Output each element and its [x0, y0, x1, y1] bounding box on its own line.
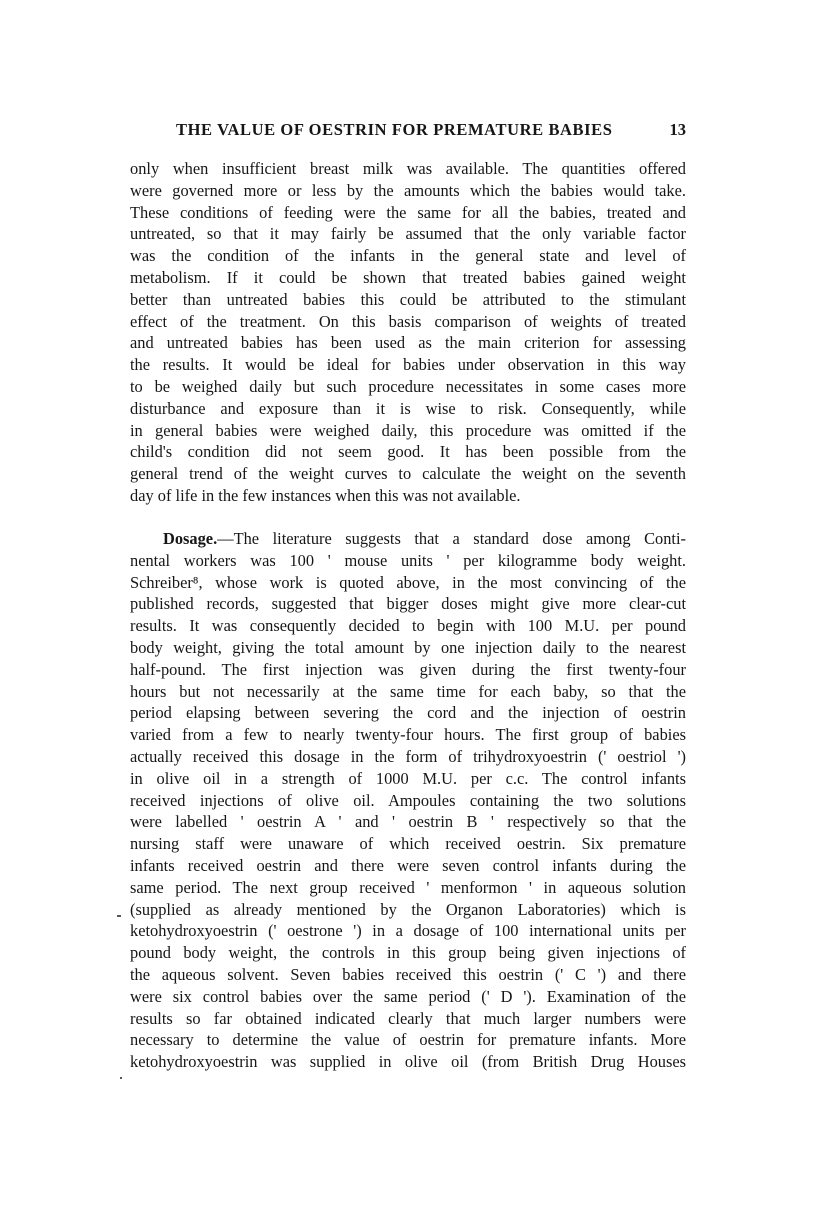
text-line: nursing staff were unaware of which received oestrin. Six premature: [130, 834, 686, 854]
text-line: effect of the treatment. On this basis comparison of weights of treated: [130, 311, 686, 331]
paragraph-dosage: [130, 528, 686, 1073]
first-line-text: —The literature suggests that a standard dose among Conti-: [217, 529, 686, 548]
text-line: received injections of olive oil. Ampoules containing the two solutions: [130, 790, 686, 810]
text-line: in general babies were weighed daily, this procedure was omitted if the: [130, 420, 686, 440]
text-line: actually received this dosage in the form of trihydroxyoestrin (' oestriol '): [130, 746, 686, 766]
running-title: THE VALUE OF OESTRIN FOR PREMATURE BABIES: [176, 120, 613, 139]
text-line: metabolism. If it could be shown that treated babies gained weight: [130, 267, 686, 287]
text-line: varied from a few to nearly twenty-four hours. The first group of babies: [130, 725, 686, 745]
text-line: nental workers was 100 ' mouse units ' per kilogramme body weight.: [130, 550, 686, 570]
text-line: necessary to determine the value of oestrin for premature infants. More: [130, 1030, 686, 1050]
text-line: These conditions of feeding were the same for all the babies, treated and: [130, 202, 686, 222]
text-line: ketohydroxyoestrin (' oestrone ') in a dosage of 100 international units per: [130, 921, 686, 941]
text-line: results. It was consequently decided to begin with 100 M.U. per pound: [130, 616, 686, 636]
text-line: results so far obtained indicated clearly that much larger numbers were: [130, 1008, 686, 1028]
text-line: same period. The next group received ' menformon ' in aqueous solution: [130, 877, 686, 897]
text-line-first: [130, 528, 686, 550]
text-line: only when insufficient breast milk was available. The quantities offered: [130, 159, 686, 178]
text-line: were governed more or less by the amounts which the babies would take.: [130, 180, 686, 200]
text-line: day of life in the few instances when this was not available.: [130, 485, 521, 505]
running-head: [130, 120, 686, 144]
text-line: period elapsing between severing the cord and the injection of oestrin: [130, 703, 686, 723]
text-line: untreated, so that it may fairly be assumed that the only variable factor: [130, 224, 686, 244]
text-line: were six control babies over the same period (' D '). Examination of the: [130, 986, 686, 1006]
text-line: Schreiber⁸, whose work is quoted above, in the most convincing of the: [130, 572, 686, 592]
text-line: the aqueous solvent. Seven babies received this oestrin (' C ') and there: [130, 964, 686, 984]
text-line: better than untreated babies this could be attributed to the stimulant: [130, 289, 686, 309]
text-line: half-pound. The first injection was given during the first twenty-four: [130, 659, 686, 679]
text-line: were labelled ' oestrin A ' and ' oestrin B ' respectively so that the: [130, 812, 686, 832]
paragraph-feeding-conditions: [130, 158, 686, 507]
text-line: to be weighed daily but such procedure necessitates in some cases more: [130, 376, 686, 396]
text-line: in olive oil in a strength of 1000 M.U. per c.c. The control infants: [130, 768, 686, 788]
text-line: ketohydroxyoestrin was supplied in olive oil (from British Drug Houses: [130, 1052, 686, 1072]
text-line: child's condition did not seem good. It has been possible from the: [130, 442, 686, 462]
text-line: infants received oestrin and there were seven control infants during the: [130, 855, 686, 875]
text-line: published records, suggested that bigger doses might give more clear-cut: [130, 594, 686, 614]
text-line: general trend of the weight curves to calculate the weight on the seventh: [130, 464, 686, 484]
text-line: disturbance and exposure than it is wise to risk. Consequently, while: [130, 398, 686, 418]
text-line: (supplied as already mentioned by the Organon Laboratories) which is: [130, 899, 686, 919]
text-line: and untreated babies has been used as the main criterion for assessing: [130, 333, 686, 353]
text-line: pound body weight, the controls in this group being given injections of: [130, 943, 686, 963]
text-line: was the condition of the infants in the general state and level of: [130, 246, 686, 266]
page-number: 13: [669, 120, 686, 139]
run-in-heading: Dosage.: [163, 529, 218, 548]
text-line: hours but not necessarily at the same time for each baby, so that the: [130, 681, 686, 701]
margin-mark: [120, 1077, 122, 1079]
margin-mark: [117, 915, 121, 917]
text-line: body weight, giving the total amount by one injection daily to the nearest: [130, 637, 686, 657]
text-line: the results. It would be ideal for babies under observation in this way: [130, 355, 686, 375]
